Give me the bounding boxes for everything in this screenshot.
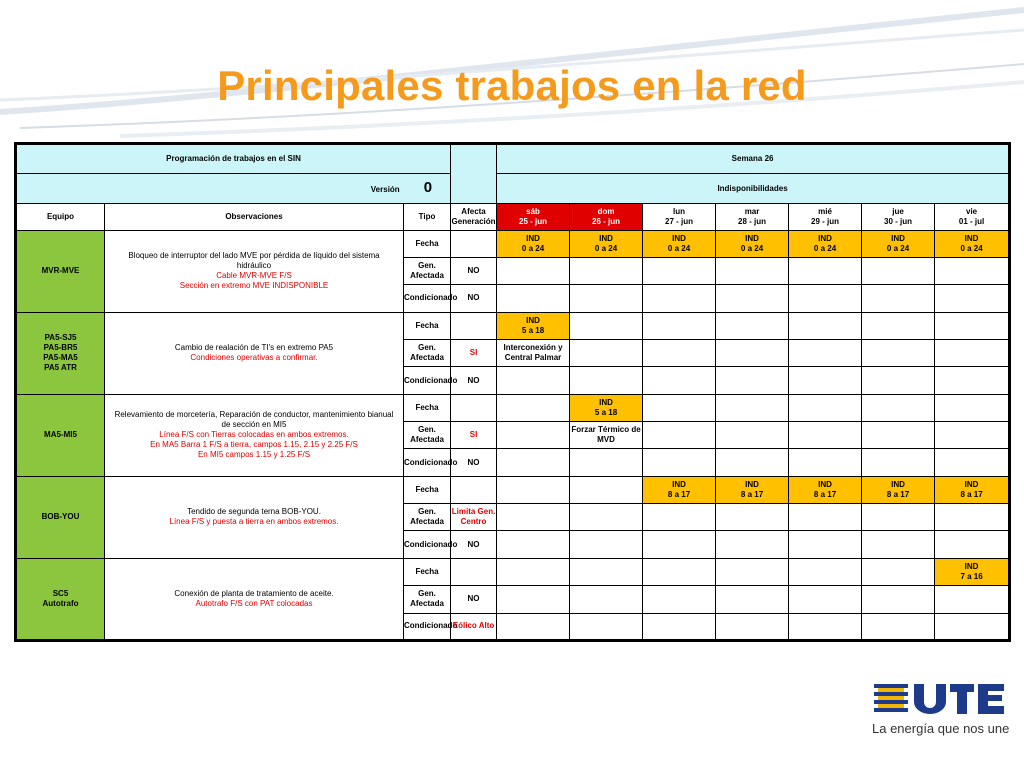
- schedule-cell: [935, 449, 1010, 476]
- tipo-cell: Gen. Afectada: [404, 586, 451, 613]
- afecta-generacion-cell: NO: [451, 257, 497, 284]
- schedule-cell: [789, 394, 862, 421]
- schedule-cell: [789, 257, 862, 284]
- schedule-cell: [497, 531, 570, 558]
- schedule-cell: [716, 504, 789, 531]
- afecta-generacion-cell: [451, 394, 497, 421]
- schedule-cell: IND 8 a 17: [643, 476, 716, 503]
- schedule-cell: [789, 339, 862, 366]
- schedule-cell: IND 0 a 24: [716, 230, 789, 257]
- schedule-cell: [716, 312, 789, 339]
- afecta-generacion-cell: Limita Gen. Centro: [451, 504, 497, 531]
- observaciones-cell: Cambio de realación de TI's en extremo PA5 Condiciones operativas a confirmar.: [105, 312, 404, 394]
- schedule-cell: [789, 531, 862, 558]
- observaciones-cell: Bloqueo de interruptor del lado MVE por pérdida de líquido del sistema hidráulico Cable MVR-MVE F/S Sección en extremo MVE INDISPONIBLE: [105, 230, 404, 312]
- schedule-cell: [643, 367, 716, 394]
- observaciones-header: Observaciones: [105, 204, 404, 230]
- table-row: [16, 476, 1010, 503]
- schedule-cell: [716, 394, 789, 421]
- tipo-cell: Condicionado: [404, 449, 451, 476]
- tipo-cell: Gen. Afectada: [404, 339, 451, 366]
- schedule-cell: [862, 367, 935, 394]
- schedule-cell: IND 8 a 17: [789, 476, 862, 503]
- schedule-cell: [497, 285, 570, 312]
- schedule-cell: [497, 476, 570, 503]
- schedule-cell: [862, 285, 935, 312]
- schedule-cell: [643, 613, 716, 640]
- schedule-cell: [497, 257, 570, 284]
- schedule-cell: IND 0 a 24: [497, 230, 570, 257]
- schedule-cell: IND 5 a 18: [570, 394, 643, 421]
- schedule-cell: [716, 257, 789, 284]
- schedule-cell: [570, 285, 643, 312]
- day-header-2: lun 27 - jun: [643, 204, 716, 230]
- schedule-cell: [789, 285, 862, 312]
- schedule-cell: [862, 394, 935, 421]
- schedule-cell: [716, 531, 789, 558]
- schedule-cell: [643, 339, 716, 366]
- schedule-cell: [570, 339, 643, 366]
- equipo-header: Equipo: [16, 204, 105, 230]
- schedule-cell: [935, 285, 1010, 312]
- table-row: [16, 394, 1010, 421]
- observaciones-cell: Relevamiento de morcetería, Reparación de conductor, mantenimiento bianual de sección en MI5 Línea F/S con Tierras colocadas en ambos extremos. En MA5 Barra 1 F/S a tierra, campos 1.15, 2.15 y 2.25 F/S En MI5 campos 1.15 y 1.25 F/S: [105, 394, 404, 476]
- schedule-cell: [935, 394, 1010, 421]
- afecta-generacion-header: Afecta Generación: [451, 204, 497, 230]
- schedule-cell: [497, 394, 570, 421]
- tipo-cell: Condicionado: [404, 285, 451, 312]
- table-row: [16, 230, 1010, 257]
- schedule-cell: [643, 558, 716, 585]
- observaciones-cell: Conexión de planta de tratamiento de aceite. Autotrafo F/S con PAT colocadas: [105, 558, 404, 640]
- schedule-cell: [862, 613, 935, 640]
- schedule-cell: [716, 422, 789, 449]
- programacion-header: Programación de trabajos en el SIN: [16, 144, 451, 174]
- schedule-cell: [935, 312, 1010, 339]
- schedule-cell: [789, 504, 862, 531]
- schedule-cell: [789, 613, 862, 640]
- schedule-cell: IND 7 a 16: [935, 558, 1010, 585]
- schedule-cell: [935, 339, 1010, 366]
- work-schedule-table: [14, 142, 1011, 642]
- day-header-0: sáb 25 - jun: [497, 204, 570, 230]
- schedule-cell: [862, 257, 935, 284]
- schedule-cell: [570, 312, 643, 339]
- tipo-cell: Fecha: [404, 394, 451, 421]
- equipo-cell: BOB-YOU: [16, 476, 105, 558]
- schedule-cell: [935, 504, 1010, 531]
- schedule-cell: [570, 558, 643, 585]
- schedule-cell: [570, 257, 643, 284]
- schedule-cell: IND 0 a 24: [643, 230, 716, 257]
- schedule-cell: [643, 422, 716, 449]
- afecta-generacion-cell: NO: [451, 449, 497, 476]
- schedule-cell: IND 8 a 17: [862, 476, 935, 503]
- day-header-1: dom 26 - jun: [570, 204, 643, 230]
- schedule-cell: [497, 586, 570, 613]
- schedule-cell: [789, 558, 862, 585]
- schedule-cell: IND 8 a 17: [935, 476, 1010, 503]
- tipo-cell: Fecha: [404, 312, 451, 339]
- indisponibilidades-header: Indisponibilidades: [497, 174, 1010, 204]
- schedule-cell: [643, 257, 716, 284]
- schedule-cell: [935, 257, 1010, 284]
- schedule-cell: [643, 312, 716, 339]
- schedule-cell: [789, 312, 862, 339]
- schedule-cell: IND 8 a 17: [716, 476, 789, 503]
- version-label: Versión: [370, 184, 400, 194]
- afecta-generacion-cell: NO: [451, 586, 497, 613]
- schedule-cell: [497, 422, 570, 449]
- schedule-cell: Forzar Térmico de MVD: [570, 422, 643, 449]
- schedule-cell: IND 0 a 24: [570, 230, 643, 257]
- day-header-3: mar 28 - jun: [716, 204, 789, 230]
- schedule-cell: IND 0 a 24: [789, 230, 862, 257]
- observaciones-cell: Tendido de segunda terna BOB-YOU. Línea F/S y puesta a tierra en ambos extremos.: [105, 476, 404, 558]
- afecta-generacion-cell: [451, 312, 497, 339]
- schedule-cell: [497, 558, 570, 585]
- semana-header: Semana 26: [497, 144, 1010, 174]
- equipo-cell: PA5-SJ5 PA5-BR5 PA5-MA5 PA5 ATR: [16, 312, 105, 394]
- schedule-cell: [789, 586, 862, 613]
- schedule-cell: [497, 449, 570, 476]
- afecta-generacion-cell: SI: [451, 339, 497, 366]
- schedule-cell: [716, 449, 789, 476]
- page-title: Principales trabajos en la red: [217, 62, 807, 109]
- schedule-cell: [716, 339, 789, 366]
- tipo-cell: Condicionado: [404, 367, 451, 394]
- schedule-cell: [643, 449, 716, 476]
- schedule-cell: [570, 367, 643, 394]
- ute-slogan: La energía que nos une: [872, 721, 1010, 736]
- schedule-cell: [570, 613, 643, 640]
- blank-header-cell: [451, 144, 497, 204]
- tipo-header: Tipo: [404, 204, 451, 230]
- day-header-4: mié 29 - jun: [789, 204, 862, 230]
- schedule-cell: [643, 586, 716, 613]
- schedule-cell: [862, 558, 935, 585]
- schedule-cell: IND 0 a 24: [862, 230, 935, 257]
- day-header-5: jue 30 - jun: [862, 204, 935, 230]
- schedule-cell: [716, 285, 789, 312]
- schedule-cell: IND 0 a 24: [935, 230, 1010, 257]
- afecta-generacion-cell: [451, 476, 497, 503]
- tipo-cell: Condicionado: [404, 613, 451, 640]
- schedule-cell: [935, 586, 1010, 613]
- schedule-cell: [643, 394, 716, 421]
- schedule-cell: [862, 422, 935, 449]
- equipo-cell: MA5-MI5: [16, 394, 105, 476]
- afecta-generacion-cell: [451, 558, 497, 585]
- afecta-generacion-cell: NO: [451, 285, 497, 312]
- schedule-cell: [570, 586, 643, 613]
- schedule-cell: [935, 531, 1010, 558]
- version-cell: [16, 174, 451, 204]
- schedule-cell: [570, 476, 643, 503]
- afecta-generacion-cell: SI: [451, 422, 497, 449]
- tipo-cell: Fecha: [404, 558, 451, 585]
- schedule-cell: [789, 367, 862, 394]
- schedule-cell: [862, 312, 935, 339]
- equipo-cell: MVR-MVE: [16, 230, 105, 312]
- schedule-cell: [570, 531, 643, 558]
- schedule-cell: [716, 613, 789, 640]
- day-header-6: vie 01 - jul: [935, 204, 1010, 230]
- schedule-cell: [716, 558, 789, 585]
- schedule-cell: [643, 504, 716, 531]
- version-value: 0: [423, 178, 433, 196]
- schedule-cell: [935, 367, 1010, 394]
- tipo-cell: Fecha: [404, 476, 451, 503]
- tipo-cell: Gen. Afectada: [404, 504, 451, 531]
- equipo-cell: SC5 Autotrafo: [16, 558, 105, 640]
- tipo-cell: Gen. Afectada: [404, 422, 451, 449]
- schedule-cell: [862, 339, 935, 366]
- table-row: [16, 558, 1010, 585]
- schedule-cell: IND 5 a 18: [497, 312, 570, 339]
- schedule-cell: [862, 504, 935, 531]
- schedule-cell: [935, 422, 1010, 449]
- tipo-cell: Condicionado: [404, 531, 451, 558]
- schedule-cell: [643, 285, 716, 312]
- schedule-cell: [497, 367, 570, 394]
- afecta-generacion-cell: [451, 230, 497, 257]
- table-row: [16, 312, 1010, 339]
- schedule-cell: [862, 531, 935, 558]
- schedule-cell: [862, 449, 935, 476]
- schedule-cell: [497, 613, 570, 640]
- afecta-generacion-cell: Eólico Alto: [451, 613, 497, 640]
- afecta-generacion-cell: NO: [451, 531, 497, 558]
- schedule-cell: [497, 504, 570, 531]
- schedule-cell: [789, 449, 862, 476]
- tipo-cell: Gen. Afectada: [404, 257, 451, 284]
- schedule-cell: [570, 449, 643, 476]
- schedule-cell: [716, 586, 789, 613]
- schedule-cell: [643, 531, 716, 558]
- schedule-cell: [716, 367, 789, 394]
- schedule-cell: [570, 504, 643, 531]
- schedule-cell: [862, 586, 935, 613]
- ute-logo-icon: [874, 682, 1006, 716]
- schedule-cell: [789, 422, 862, 449]
- afecta-generacion-cell: NO: [451, 367, 497, 394]
- tipo-cell: Fecha: [404, 230, 451, 257]
- schedule-cell: [935, 613, 1010, 640]
- schedule-cell: Interconexión y Central Palmar: [497, 339, 570, 366]
